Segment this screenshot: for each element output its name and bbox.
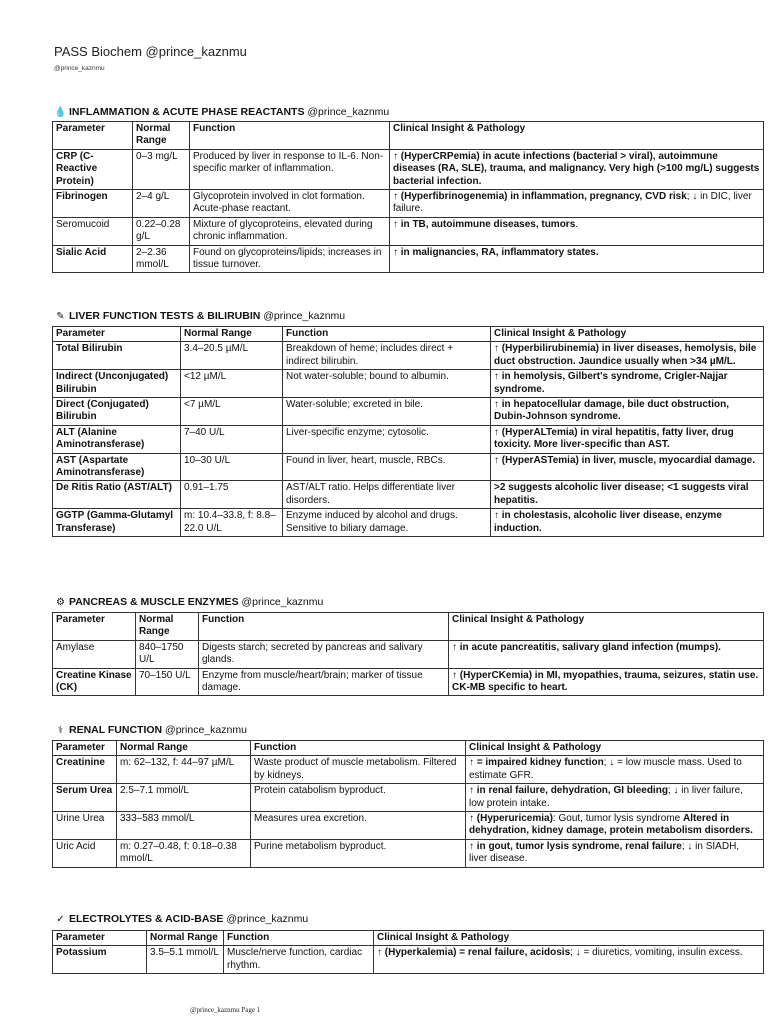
section-handle: @prince_kaznmu bbox=[223, 913, 309, 925]
drop-icon: 💧 bbox=[54, 107, 67, 118]
table-row bbox=[53, 784, 764, 812]
insight-cell bbox=[491, 453, 764, 481]
function-cell: Found in liver, heart, muscle, RBCs. bbox=[283, 453, 491, 481]
table-row bbox=[53, 509, 764, 537]
column-header: Function bbox=[199, 613, 449, 641]
parameter-cell: GGTP (Gamma-Glutamyl Transferase) bbox=[53, 509, 181, 537]
column-header: Clinical Insight & Pathology bbox=[466, 741, 764, 756]
insight-text: ↑ in acute pancreatitis, salivary gland infection (mumps). bbox=[452, 641, 721, 653]
insight-cell bbox=[466, 756, 764, 784]
insight-cell bbox=[491, 509, 764, 537]
insight-cell bbox=[466, 784, 764, 812]
insight-text: ↑ (Hyperuricemia) bbox=[469, 813, 553, 825]
insight-text: ↑ in malignancies, RA, inflammatory states. bbox=[393, 246, 599, 258]
range-cell: 7–40 U/L bbox=[181, 425, 283, 453]
table-row bbox=[53, 812, 764, 840]
section-heading bbox=[54, 913, 308, 925]
range-cell: 70–150 U/L bbox=[136, 668, 199, 696]
insight-text: ; ↓ in SIADH, liver disease. bbox=[469, 840, 740, 865]
column-header: Normal Range bbox=[136, 613, 199, 641]
table-row bbox=[53, 453, 764, 481]
parameter-cell: Sialic Acid bbox=[53, 245, 133, 273]
function-cell: Enzyme from muscle/heart/brain; marker of tissue damage. bbox=[199, 668, 449, 696]
range-cell: 3.4–20.5 µM/L bbox=[181, 342, 283, 370]
document-subtitle: @prince_kaznmu bbox=[54, 65, 105, 72]
range-cell: 2.5–7.1 mmol/L bbox=[117, 784, 251, 812]
column-header: Parameter bbox=[53, 327, 181, 342]
section-heading bbox=[54, 310, 345, 322]
stethoscope-icon: ⚕ bbox=[57, 725, 64, 736]
column-header: Clinical Insight & Pathology bbox=[491, 327, 764, 342]
section-title: LIVER FUNCTION TESTS & BILIRUBIN bbox=[69, 310, 261, 322]
function-cell: Not water-soluble; bound to albumin. bbox=[283, 370, 491, 398]
insight-text: ; ↓ = low muscle mass. Used to estimate GFR. bbox=[469, 757, 742, 781]
data-table bbox=[52, 326, 764, 537]
insight-text: ↑ (HyperCRPemia) in acute infections (bacterial > viral), autoimmune diseases (RA, SLE), trauma, and malignancy. Very high (>100 mg/L) suggests bacterial infection. bbox=[393, 150, 760, 187]
range-cell: 2–4 g/L bbox=[133, 190, 190, 218]
section-title: ELECTROLYTES & ACID-BASE bbox=[69, 913, 224, 925]
range-cell: 840–1750 U/L bbox=[136, 640, 199, 668]
range-cell: 2–2.36 mmol/L bbox=[133, 245, 190, 273]
table-row bbox=[53, 756, 764, 784]
range-cell: 0.22–0.28 g/L bbox=[133, 217, 190, 245]
function-cell: Purine metabolism byproduct. bbox=[251, 839, 466, 867]
parameter-cell: Creatine Kinase (CK) bbox=[53, 668, 136, 696]
insight-cell bbox=[491, 398, 764, 426]
insight-cell bbox=[374, 946, 764, 974]
range-cell: m: 0.27–0.48, f: 0.18–0.38 mmol/L bbox=[117, 839, 251, 867]
insight-text: ↑ (Hyperfibrinogenemia) in inflammation, pregnancy, CVD risk bbox=[393, 191, 687, 203]
parameter-cell: Serum Urea bbox=[53, 784, 117, 812]
insight-text: ↑ (Hyperbilirubinemia) in liver diseases, hemolysis, bile duct obstruction. Jaundice usually when >34 µM/L. bbox=[494, 343, 757, 367]
table-row bbox=[53, 839, 764, 867]
insight-text: ↑ in renal failure, dehydration, GI bleeding bbox=[469, 785, 668, 797]
table-row bbox=[53, 190, 764, 218]
insight-cell bbox=[491, 425, 764, 453]
parameter-cell: CRP (C-Reactive Protein) bbox=[53, 149, 133, 189]
insight-text: ; ↓ = diuretics, vomiting, insulin excess. bbox=[570, 947, 743, 959]
range-cell: 0–3 mg/L bbox=[133, 149, 190, 189]
function-cell: Water-soluble; excreted in bile. bbox=[283, 398, 491, 426]
column-header: Function bbox=[190, 122, 390, 150]
insight-cell bbox=[449, 668, 764, 696]
data-table bbox=[52, 612, 764, 696]
parameter-cell: Creatinine bbox=[53, 756, 117, 784]
column-header: Function bbox=[224, 931, 374, 946]
section-heading bbox=[54, 596, 323, 608]
table-row bbox=[53, 398, 764, 426]
table-row bbox=[53, 425, 764, 453]
parameter-cell: Amylase bbox=[53, 640, 136, 668]
table-row bbox=[53, 370, 764, 398]
section-handle: @prince_kaznmu bbox=[162, 724, 247, 736]
gear-icon: ⚙ bbox=[56, 597, 65, 608]
insight-cell bbox=[390, 149, 764, 189]
column-header: Parameter bbox=[53, 613, 136, 641]
parameter-cell: Urine Urea bbox=[53, 812, 117, 840]
parameter-cell: Total Bilirubin bbox=[53, 342, 181, 370]
parameter-cell: Direct (Conjugated) Bilirubin bbox=[53, 398, 181, 426]
section-title: PANCREAS & MUSCLE ENZYMES bbox=[69, 596, 239, 608]
table-row bbox=[53, 217, 764, 245]
table-header-row bbox=[53, 741, 764, 756]
insight-text: ↑ (HyperALTemia) in viral hepatitis, fatty liver, drug toxicity. More liver-specific than AST. bbox=[494, 426, 734, 451]
insight-cell bbox=[390, 245, 764, 273]
range-cell: 10–30 U/L bbox=[181, 453, 283, 481]
function-cell: Mixture of glycoproteins, elevated during chronic inflammation. bbox=[190, 217, 390, 245]
range-cell: 0.91–1.75 bbox=[181, 481, 283, 509]
column-header: Normal Range bbox=[147, 931, 224, 946]
function-cell: AST/ALT ratio. Helps differentiate liver disorders. bbox=[283, 481, 491, 509]
function-cell: Protein catabolism byproduct. bbox=[251, 784, 466, 812]
data-table bbox=[52, 121, 764, 273]
insight-text: >2 suggests alcoholic liver disease; <1 suggests viral hepatitis. bbox=[494, 482, 749, 506]
insight-cell bbox=[390, 190, 764, 218]
insight-text: ↑ (HyperASTemia) in liver, muscle, myocardial damage. bbox=[494, 454, 756, 466]
function-cell: Breakdown of heme; includes direct + indirect bilirubin. bbox=[283, 342, 491, 370]
function-cell: Muscle/nerve function, cardiac rhythm. bbox=[224, 946, 374, 974]
table-row bbox=[53, 245, 764, 273]
function-cell: Found on glycoproteins/lipids; increases in tissue turnover. bbox=[190, 245, 390, 273]
insight-text: ↑ (Hyperkalemia) = renal failure, acidosis bbox=[377, 947, 571, 959]
column-header: Normal Range bbox=[133, 122, 190, 150]
table-header-row bbox=[53, 613, 764, 641]
column-header: Clinical Insight & Pathology bbox=[449, 613, 764, 641]
function-cell: Glycoprotein involved in clot formation. Acute-phase reactant. bbox=[190, 190, 390, 218]
insight-text: ↑ = impaired kidney function bbox=[469, 757, 604, 769]
column-header: Normal Range bbox=[181, 327, 283, 342]
parameter-cell: ALT (Alanine Aminotransferase) bbox=[53, 425, 181, 453]
insight-text: ↑ in TB, autoimmune diseases, tumors bbox=[393, 218, 576, 230]
section-title: INFLAMMATION & ACUTE PHASE REACTANTS bbox=[69, 106, 305, 118]
parameter-cell: De Ritis Ratio (AST/ALT) bbox=[53, 481, 181, 509]
insight-text: ; ↓ in liver failure, low protein intake. bbox=[469, 785, 743, 809]
range-cell: m: 62–132, f: 44–97 µM/L bbox=[117, 756, 251, 784]
function-cell: Waste product of muscle metabolism. Filtered by kidneys. bbox=[251, 756, 466, 784]
data-table bbox=[52, 930, 764, 974]
insight-text: ↑ in gout, tumor lysis syndrome, renal failure bbox=[469, 840, 682, 852]
section-handle: @prince_kaznmu bbox=[304, 106, 390, 118]
insight-cell bbox=[491, 370, 764, 398]
column-header: Clinical Insight & Pathology bbox=[390, 122, 764, 150]
function-cell: Measures urea excretion. bbox=[251, 812, 466, 840]
table-row bbox=[53, 668, 764, 696]
insight-text: Altered in dehydration, kidney damage, protein metabolism disorders. bbox=[469, 813, 753, 837]
data-table bbox=[52, 740, 764, 868]
column-header: Function bbox=[283, 327, 491, 342]
insight-cell bbox=[491, 342, 764, 370]
table-header-row bbox=[53, 327, 764, 342]
table-header-row bbox=[53, 931, 764, 946]
insight-cell bbox=[466, 812, 764, 840]
function-cell: Digests starch; secreted by pancreas and salivary glands. bbox=[199, 640, 449, 668]
section-heading bbox=[54, 106, 389, 118]
pencil-icon: ✎ bbox=[56, 311, 65, 322]
parameter-cell: Fibrinogen bbox=[53, 190, 133, 218]
insight-text: ; ↓ in DIC, liver failure. bbox=[393, 191, 752, 215]
table-row bbox=[53, 481, 764, 509]
page-footer: @prince_kaznmu Page 1 bbox=[190, 1006, 261, 1014]
table-row bbox=[53, 946, 764, 974]
insight-text: ↑ in cholestasis, alcoholic liver disease, enzyme induction. bbox=[494, 510, 722, 534]
range-cell: <12 µM/L bbox=[181, 370, 283, 398]
insight-cell bbox=[390, 217, 764, 245]
column-header: Parameter bbox=[53, 122, 133, 150]
column-header: Function bbox=[251, 741, 466, 756]
section-title: RENAL FUNCTION bbox=[69, 724, 163, 736]
table-row bbox=[53, 342, 764, 370]
insight-cell bbox=[449, 640, 764, 668]
insight-cell bbox=[466, 839, 764, 867]
document-title: PASS Biochem @prince_kaznmu bbox=[54, 44, 247, 59]
insight-text: . bbox=[575, 218, 579, 230]
range-cell: 333–583 mmol/L bbox=[117, 812, 251, 840]
section-handle: @prince_kaznmu bbox=[238, 596, 324, 608]
parameter-cell: Uric Acid bbox=[53, 839, 117, 867]
table-header-row bbox=[53, 122, 764, 150]
range-cell: m: 10.4–33.8, f: 8.8–22.0 U/L bbox=[181, 509, 283, 537]
function-cell: Liver-specific enzyme; cytosolic. bbox=[283, 425, 491, 453]
parameter-cell: Seromucoid bbox=[53, 217, 133, 245]
insight-text: ↑ in hepatocellular damage, bile duct obstruction, Dubin-Johnson syndrome. bbox=[494, 399, 730, 423]
column-header: Clinical Insight & Pathology bbox=[374, 931, 764, 946]
column-header: Normal Range bbox=[117, 741, 251, 756]
parameter-cell: Potassium bbox=[53, 946, 147, 974]
section-heading bbox=[54, 724, 247, 736]
range-cell: 3.5–5.1 mmol/L bbox=[147, 946, 224, 974]
parameter-cell: Indirect (Unconjugated) Bilirubin bbox=[53, 370, 181, 398]
insight-cell bbox=[491, 481, 764, 509]
column-header: Parameter bbox=[53, 931, 147, 946]
function-cell: Enzyme induced by alcohol and drugs. Sensitive to biliary damage. bbox=[283, 509, 491, 537]
check-icon: ✓ bbox=[56, 914, 65, 925]
parameter-cell: AST (Aspartate Aminotransferase) bbox=[53, 453, 181, 481]
section-handle: @prince_kaznmu bbox=[260, 310, 346, 322]
insight-text: ↑ (HyperCKemia) in MI, myopathies, trauma, seizures, statin use. CK-MB specific to heart. bbox=[452, 669, 759, 694]
function-cell: Produced by liver in response to IL-6. Non-specific marker of inflammation. bbox=[190, 149, 390, 189]
table-row bbox=[53, 640, 764, 668]
insight-text: ↑ in hemolysis, Gilbert's syndrome, Crigler-Najjar syndrome. bbox=[494, 371, 728, 395]
column-header: Parameter bbox=[53, 741, 117, 756]
insight-text: : Gout, tumor lysis syndrome bbox=[552, 813, 683, 825]
range-cell: <7 µM/L bbox=[181, 398, 283, 426]
table-row bbox=[53, 149, 764, 189]
